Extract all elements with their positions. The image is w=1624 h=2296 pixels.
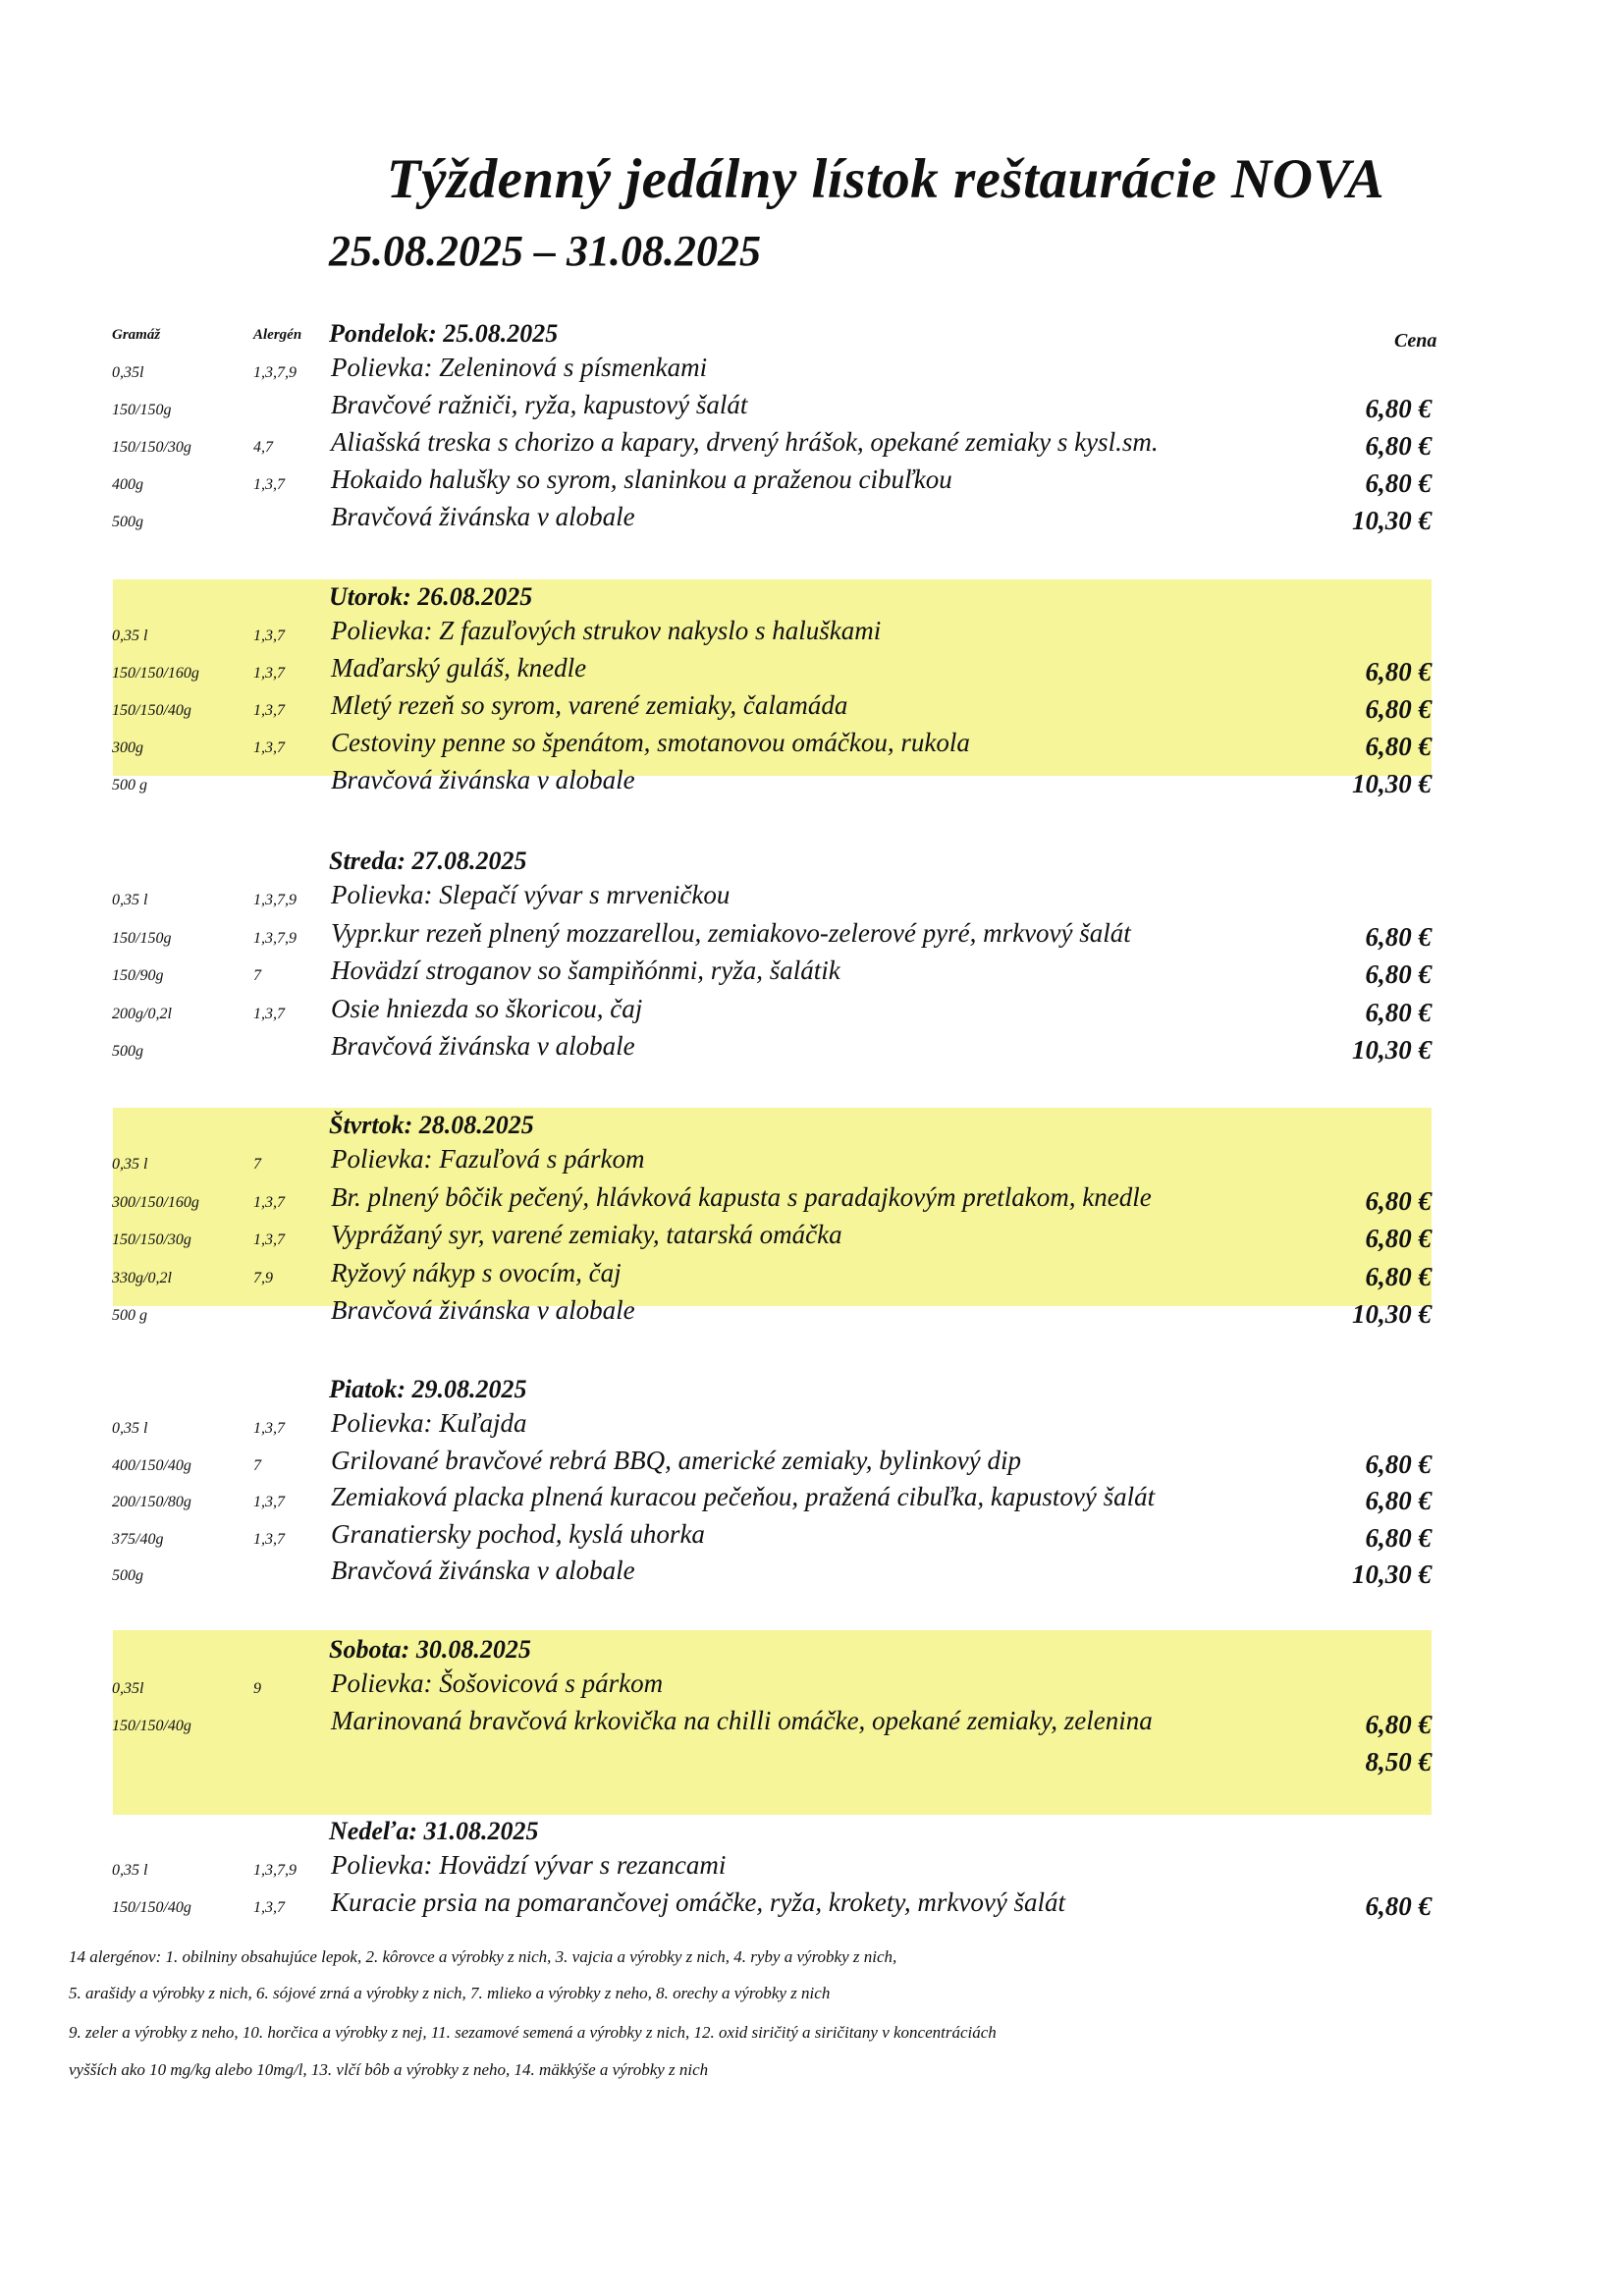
menu-item-row — [0, 1031, 1624, 1068]
day-heading: Nedeľa: 31.08.2025 — [329, 1817, 539, 1845]
menu-item-row — [0, 427, 1624, 465]
menu-item-row — [0, 1258, 1624, 1295]
menu-item-row — [0, 390, 1624, 427]
allergen-codes: 1,3,7 — [253, 739, 285, 756]
dish-price: 10,30 € — [1352, 506, 1432, 535]
column-header-alergen: Alergén — [253, 327, 302, 343]
dish-name: Maďarský guláš, knedle — [331, 653, 587, 683]
allergen-codes: 1,3,7 — [253, 1530, 285, 1548]
menu-item-row — [0, 994, 1624, 1031]
menu-item-row — [0, 353, 1624, 390]
menu-item-row — [0, 616, 1624, 653]
dish-price: 8,50 € — [1365, 1747, 1432, 1777]
menu-item-row — [0, 918, 1624, 956]
portion-weight: 0,35 l — [112, 1156, 148, 1173]
portion-weight: 500g — [112, 514, 143, 530]
portion-weight: 0,35l — [112, 1680, 144, 1697]
allergen-codes: 1,3,7 — [253, 1420, 285, 1437]
menu-item-row — [0, 1182, 1624, 1220]
allergen-codes: 1,3,7 — [253, 1231, 285, 1248]
dish-price: 6,80 € — [1365, 694, 1432, 724]
dish-name: Polievka: Slepačí vývar s mrveničkou — [331, 880, 731, 909]
dish-name: Polievka: Hovädzí vývar s rezancami — [331, 1850, 727, 1880]
portion-weight: 150/150g — [112, 402, 172, 418]
dish-name: Vyprážaný syr, varené zemiaky, tatarská omáčka — [331, 1220, 842, 1249]
menu-item-row — [0, 880, 1624, 917]
menu-item-row — [0, 1668, 1624, 1706]
allergen-codes: 1,3,7 — [253, 1193, 285, 1211]
dish-name: Br. plnený bôčik pečený, hlávková kapusta s paradajkovým pretlakom, knedle — [331, 1181, 1152, 1212]
dish-name: Polievka: Zeleninová s písmenkami — [331, 353, 708, 382]
day-heading: Utorok: 26.08.2025 — [329, 582, 533, 611]
dish-price: 6,80 € — [1365, 959, 1432, 989]
allergen-codes: 1,3,7 — [253, 665, 285, 682]
dish-name: Ryžový nákyp s ovocím, čaj — [331, 1257, 622, 1287]
day-heading: Streda: 27.08.2025 — [329, 847, 527, 875]
portion-weight: 0,35 l — [112, 1420, 148, 1437]
portion-weight: 150/150/160g — [112, 665, 199, 682]
allergen-codes: 1,3,7 — [253, 1494, 285, 1510]
portion-weight: 375/40g — [112, 1530, 164, 1548]
dish-price: 6,80 € — [1365, 1710, 1432, 1739]
menu-item-row — [0, 1408, 1624, 1446]
portion-weight: 150/90g — [112, 967, 164, 984]
portion-weight: 500g — [112, 1567, 143, 1584]
dish-price: 6,80 € — [1365, 394, 1432, 423]
day-heading: Pondelok: 25.08.2025 — [329, 319, 559, 348]
dish-name: Bravčová živánska v alobale — [331, 1295, 635, 1325]
dish-name: Osie hniezda so škoricou, čaj — [331, 993, 643, 1023]
allergen-codes: 1,3,7 — [253, 1005, 285, 1022]
menu-item-row — [0, 956, 1624, 993]
portion-weight: 0,35 l — [112, 892, 148, 908]
dish-name: Aliašská treska s chorizo a kapary, drvený hrášok, opekané zemiaky s kysl.sm. — [331, 427, 1159, 457]
allergens-legend-line: 14 alergénov: 1. obilniny obsahujúce lepok, 2. kôrovce a výrobky z nich, 3. vajcia a výrobky z nich, 4. ryby a výrobky z nich, — [69, 1947, 897, 1966]
portion-weight: 150/150/40g — [112, 1718, 191, 1734]
dish-price: 6,80 € — [1365, 997, 1432, 1027]
dish-name: Bravčová živánska v alobale — [331, 1031, 635, 1061]
date-range: 25.08.2025 – 31.08.2025 — [329, 227, 761, 275]
menu-item-row — [0, 1220, 1624, 1257]
portion-weight: 500 g — [112, 777, 147, 793]
dish-name: Hokaido halušky so syrom, slaninkou a praženou cibuľkou — [331, 465, 952, 494]
portion-weight: 0,35l — [112, 364, 144, 381]
dish-name: Bravčová živánska v alobale — [331, 502, 635, 531]
menu-item-row — [0, 1887, 1624, 1925]
portion-weight: 0,35 l — [112, 628, 148, 644]
dish-name: Polievka: Z fazuľových strukov nakyslo s haluškami — [331, 616, 882, 645]
menu-item-row — [0, 1446, 1624, 1483]
column-header-cena: Cena — [1394, 330, 1437, 352]
portion-weight: 150/150/30g — [112, 439, 191, 456]
menu-item-row — [0, 1556, 1624, 1593]
dish-price: 6,80 € — [1365, 468, 1432, 498]
dish-price: 6,80 € — [1365, 1486, 1432, 1515]
menu-item-row — [0, 1482, 1624, 1519]
dish-name: Grilované bravčové rebrá BBQ, americké zemiaky, bylinkový dip — [331, 1445, 1022, 1475]
allergen-codes: 1,3,7,9 — [253, 364, 297, 381]
day-heading: Sobota: 30.08.2025 — [329, 1635, 531, 1664]
dish-name: Granatiersky pochod, kyslá uhorka — [331, 1518, 705, 1549]
dish-price: 6,80 € — [1365, 1185, 1432, 1216]
allergens-legend-line: 9. zeler a výrobky z neho, 10. horčica a výrobky z nej, 11. sezamové semená a výrobky z nich, 12. oxid siričitý a siričitany v koncentráciách — [69, 2023, 997, 2042]
portion-weight: 400/150/40g — [112, 1456, 191, 1474]
allergen-codes: 1,3,7 — [253, 702, 285, 719]
dish-price: 10,30 € — [1352, 769, 1432, 798]
allergen-codes: 7 — [253, 1456, 261, 1474]
dish-price: 6,80 € — [1365, 1261, 1432, 1291]
portion-weight: 0,35 l — [112, 1862, 148, 1879]
portion-weight: 200g/0,2l — [112, 1005, 172, 1022]
portion-weight: 330g/0,2l — [112, 1269, 172, 1286]
allergen-codes: 1,3,7 — [253, 628, 285, 644]
menu-item-row — [0, 1850, 1624, 1887]
allergens-legend-line: vyšších ako 10 mg/kg alebo 10mg/l, 13. vlčí bôb a výrobky z neho, 14. mäkkýše a výrobky z nich — [69, 2060, 709, 2079]
dish-price: 6,80 € — [1365, 732, 1432, 761]
portion-weight: 150/150/40g — [112, 702, 191, 719]
dish-price: 6,80 € — [1365, 921, 1432, 952]
menu-title: Týždenný jedálny lístok reštaurácie NOVA — [386, 148, 1385, 210]
dish-name: Polievka: Fazuľová s párkom — [331, 1144, 645, 1174]
menu-item-row — [0, 765, 1624, 802]
portion-weight: 400g — [112, 476, 143, 493]
allergen-codes: 1,3,7 — [253, 476, 285, 493]
allergen-codes: 7 — [253, 1156, 261, 1173]
dish-price: 6,80 € — [1365, 1449, 1432, 1479]
menu-item-row — [0, 465, 1624, 502]
dish-price: 10,30 € — [1352, 1035, 1432, 1065]
portion-weight: 300/150/160g — [112, 1193, 199, 1211]
allergen-codes: 4,7 — [253, 439, 273, 456]
menu-item-row — [0, 1706, 1624, 1743]
dish-price: 6,80 € — [1365, 1522, 1432, 1553]
dish-name: Hovädzí stroganov so šampiňónmi, ryža, šalátik — [331, 956, 840, 985]
portion-weight: 500 g — [112, 1307, 147, 1324]
day-heading: Štvrtok: 28.08.2025 — [329, 1111, 534, 1139]
allergen-codes: 1,3,7 — [253, 1898, 285, 1916]
dish-name: Cestoviny penne so špenátom, smotanovou omáčkou, rukola — [331, 728, 970, 757]
menu-item-row — [0, 690, 1624, 728]
allergen-codes: 7 — [253, 967, 261, 984]
menu-item-row — [0, 1144, 1624, 1181]
portion-weight: 300g — [112, 739, 143, 756]
dish-name: Mletý rezeň so syrom, varené zemiaky, čalamáda — [331, 690, 848, 720]
menu-item-row — [0, 502, 1624, 539]
menu-item-row — [0, 1743, 1624, 1780]
dish-name: Bravčová živánska v alobale — [331, 1556, 635, 1585]
dish-name: Kuracie prsia na pomarančovej omáčke, ryža, krokety, mrkvový šalát — [331, 1886, 1066, 1917]
dish-price: 6,80 € — [1365, 657, 1432, 686]
dish-name: Bravčová živánska v alobale — [331, 765, 635, 794]
column-header-gramaz: Gramáž — [112, 327, 161, 343]
menu-item-row — [0, 653, 1624, 690]
portion-weight: 200/150/80g — [112, 1494, 191, 1510]
allergens-legend-line: 5. arašidy a výrobky z nich, 6. sójové zrná a výrobky z nich, 7. mlieko a výrobky z neho, 8. orechy a výrobky z nich — [69, 1984, 831, 2002]
allergen-codes: 9 — [253, 1680, 261, 1697]
menu-item-row — [0, 1295, 1624, 1333]
dish-price: 6,80 € — [1365, 1890, 1432, 1921]
allergen-codes: 1,3,7,9 — [253, 892, 297, 908]
dish-price: 6,80 € — [1365, 1224, 1432, 1253]
dish-name: Zemiaková placka plnená kuracou pečeňou, pražená cibuľka, kapustový šalát — [331, 1482, 1156, 1511]
menu-item-row — [0, 1519, 1624, 1557]
dish-name: Polievka: Šošovicová s párkom — [331, 1668, 664, 1698]
portion-weight: 150/150/30g — [112, 1231, 191, 1248]
dish-price: 10,30 € — [1352, 1559, 1432, 1589]
dish-name: Polievka: Kuľajda — [331, 1408, 527, 1438]
dish-price: 6,80 € — [1365, 431, 1432, 461]
menu-item-row — [0, 728, 1624, 765]
dish-price: 10,30 € — [1352, 1299, 1432, 1329]
portion-weight: 150/150/40g — [112, 1898, 191, 1916]
dish-name: Bravčové ražniči, ryža, kapustový šalát — [331, 390, 748, 419]
portion-weight: 150/150g — [112, 929, 172, 947]
portion-weight: 500g — [112, 1043, 143, 1060]
allergen-codes: 1,3,7,9 — [253, 1862, 297, 1879]
day-heading: Piatok: 29.08.2025 — [329, 1375, 527, 1403]
dish-name: Marinovaná bravčová krkovička na chilli omáčke, opekané zemiaky, zelenina — [331, 1706, 1153, 1735]
allergen-codes: 7,9 — [253, 1269, 273, 1286]
allergen-codes: 1,3,7,9 — [253, 929, 297, 947]
dish-name: Vypr.kur rezeň plnený mozzarellou, zemiakovo-zelerové pyré, mrkvový šalát — [331, 917, 1131, 948]
